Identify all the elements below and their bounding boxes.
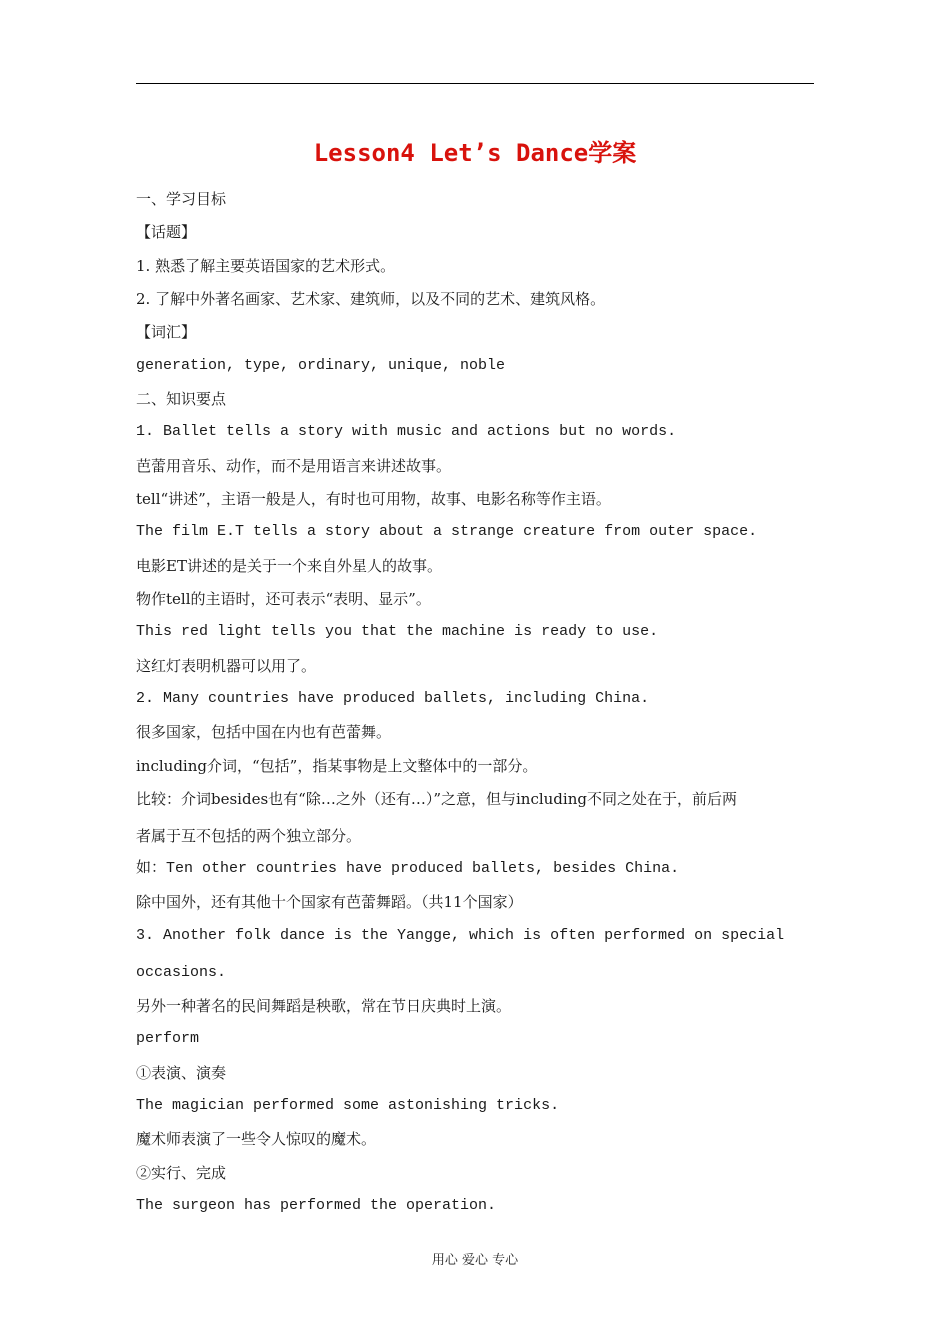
text-line: 一、学习目标: [136, 190, 227, 208]
text-line: 1. Ballet tells a story with music and actions but no words.: [136, 423, 677, 440]
text-line: generation, type, ordinary, unique, noble: [136, 357, 506, 374]
text-line: 【词汇】: [136, 323, 197, 341]
text-line: including介词，“包括”，指某事物是上文整体中的一部分。: [136, 757, 538, 775]
text-line: perform: [136, 1030, 200, 1047]
text-line: 比较：介词besides也有“除…之外（还有…）”之意，但与including不同之处在于，前后两: [136, 790, 737, 808]
text-line: occasions.: [136, 964, 227, 981]
text-line: The surgeon has performed the operation.: [136, 1197, 497, 1214]
text-line: 另外一种著名的民间舞蹈是秧歌，常在节日庆典时上演。: [136, 997, 512, 1015]
text-line: ②实行、完成: [136, 1164, 227, 1182]
text-line: ①表演、演奏: [136, 1064, 227, 1082]
text-line: tell“讲述”，主语一般是人，有时也可用物，故事、电影名称等作主语。: [136, 490, 611, 508]
text-line: 2. Many countries have produced ballets, including China.: [136, 690, 650, 707]
text-line: 者属于互不包括的两个独立部分。: [136, 827, 362, 845]
text-line: 3. Another folk dance is the Yangge, which is often performed on special: [136, 927, 785, 944]
text-line: 芭蕾用音乐、动作，而不是用语言来讲述故事。: [136, 457, 452, 475]
text-line: 这红灯表明机器可以用了。: [136, 657, 317, 675]
text-line: 很多国家，包括中国在内也有芭蕾舞。: [136, 723, 392, 741]
text-line: The film E.T tells a story about a strange creature from outer space.: [136, 523, 758, 540]
text-line: 【话题】: [136, 223, 197, 241]
text-line: 除中国外，还有其他十个国家有芭蕾舞蹈。（共11个国家）: [136, 893, 523, 911]
document-title: Lesson4 Let’s Dance学案: [313, 139, 637, 167]
text-line: 电影ET讲述的是关于一个来自外星人的故事。: [136, 557, 442, 575]
text-line: 物作tell的主语时，还可表示“表明、显示”。: [136, 590, 431, 608]
page-footer: 用心 爱心 专心: [431, 1253, 519, 1268]
text-line: 2. 了解中外著名画家、艺术家、建筑师，以及不同的艺术、建筑风格。: [136, 290, 606, 308]
text-line: 如：Ten other countries have produced ballets, besides China.: [136, 860, 680, 877]
text-line: This red light tells you that the machine is ready to use.: [136, 623, 659, 640]
text-line: 魔术师表演了一些令人惊叹的魔术。: [136, 1130, 377, 1148]
text-line: The magician performed some astonishing tricks.: [136, 1097, 560, 1114]
header-rule: [136, 83, 814, 84]
text-line: 1. 熟悉了解主要英语国家的艺术形式。: [136, 257, 396, 275]
text-line: 二、知识要点: [136, 390, 227, 408]
